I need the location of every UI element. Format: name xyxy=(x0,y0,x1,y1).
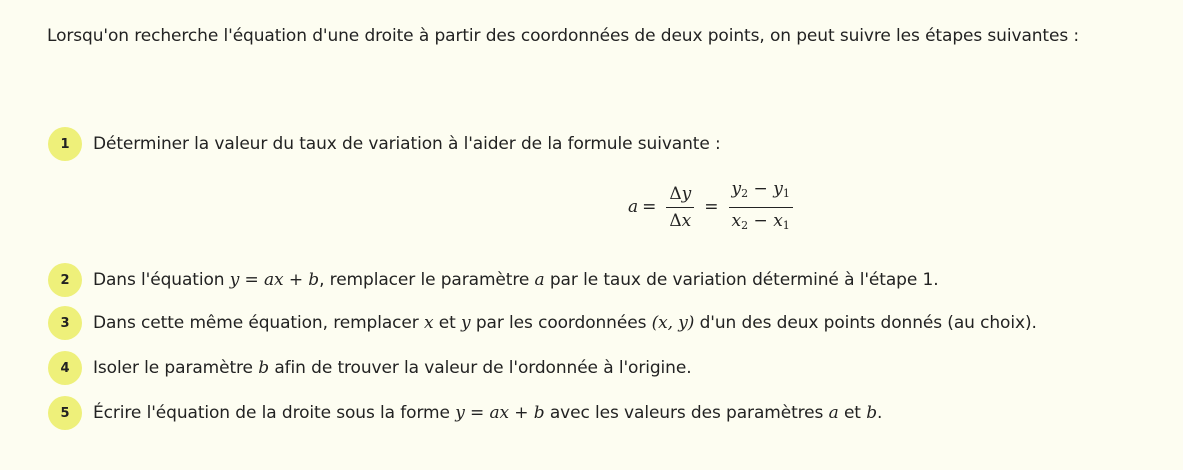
formula-equals-2: = xyxy=(704,197,719,217)
step-number-badge: 5 xyxy=(48,396,82,430)
delta-numerator: Δy xyxy=(669,183,692,204)
step-number-badge: 1 xyxy=(48,127,82,161)
step-3-text: Dans cette même équation, remplacer x et y par les coordonnées (x, y) d'un des deux points donnés (au choix). xyxy=(93,313,1037,333)
step-2 xyxy=(48,262,939,298)
step-1-text: Déterminer la valeur du taux de variation à l'aider de la formule suivante : xyxy=(93,134,721,154)
rate-of-change-formula xyxy=(628,178,799,236)
step-5-text: Écrire l'équation de la droite sous la forme y = ax + b avec les valeurs des paramètres a et b. xyxy=(93,403,883,423)
coordinate-denominator: $x_2 - x_1$ xyxy=(731,210,790,232)
delta-denominator: Δx xyxy=(669,210,692,231)
step-number-badge: 4 xyxy=(48,351,82,385)
step-3 xyxy=(48,305,1037,341)
step-4-text: Isoler le paramètre b afin de trouver la valeur de l'ordonnée à l'origine. xyxy=(93,358,692,378)
step-number-badge: 2 xyxy=(48,263,82,297)
formula-lhs: a xyxy=(628,197,639,217)
coordinate-fraction xyxy=(729,178,793,237)
step-2-text: Dans l'équation y = ax + b, remplacer le paramètre a par le taux de variation déterminé à l'étape 1. xyxy=(93,270,939,290)
formula-equals-1: = xyxy=(642,197,657,217)
step-1 xyxy=(48,126,721,162)
step-4 xyxy=(48,350,692,386)
intro-paragraph: Lorsqu'on recherche l'équation d'une droite à partir des coordonnées de deux points, on peut suivre les étapes suivantes : xyxy=(47,26,1080,46)
step-5 xyxy=(48,395,882,431)
coordinate-numerator: $y_2 - y_1$ xyxy=(731,178,790,200)
fraction-bar xyxy=(666,207,694,208)
delta-fraction xyxy=(666,183,694,232)
step-number-badge: 3 xyxy=(48,306,82,340)
fraction-bar xyxy=(729,207,793,208)
